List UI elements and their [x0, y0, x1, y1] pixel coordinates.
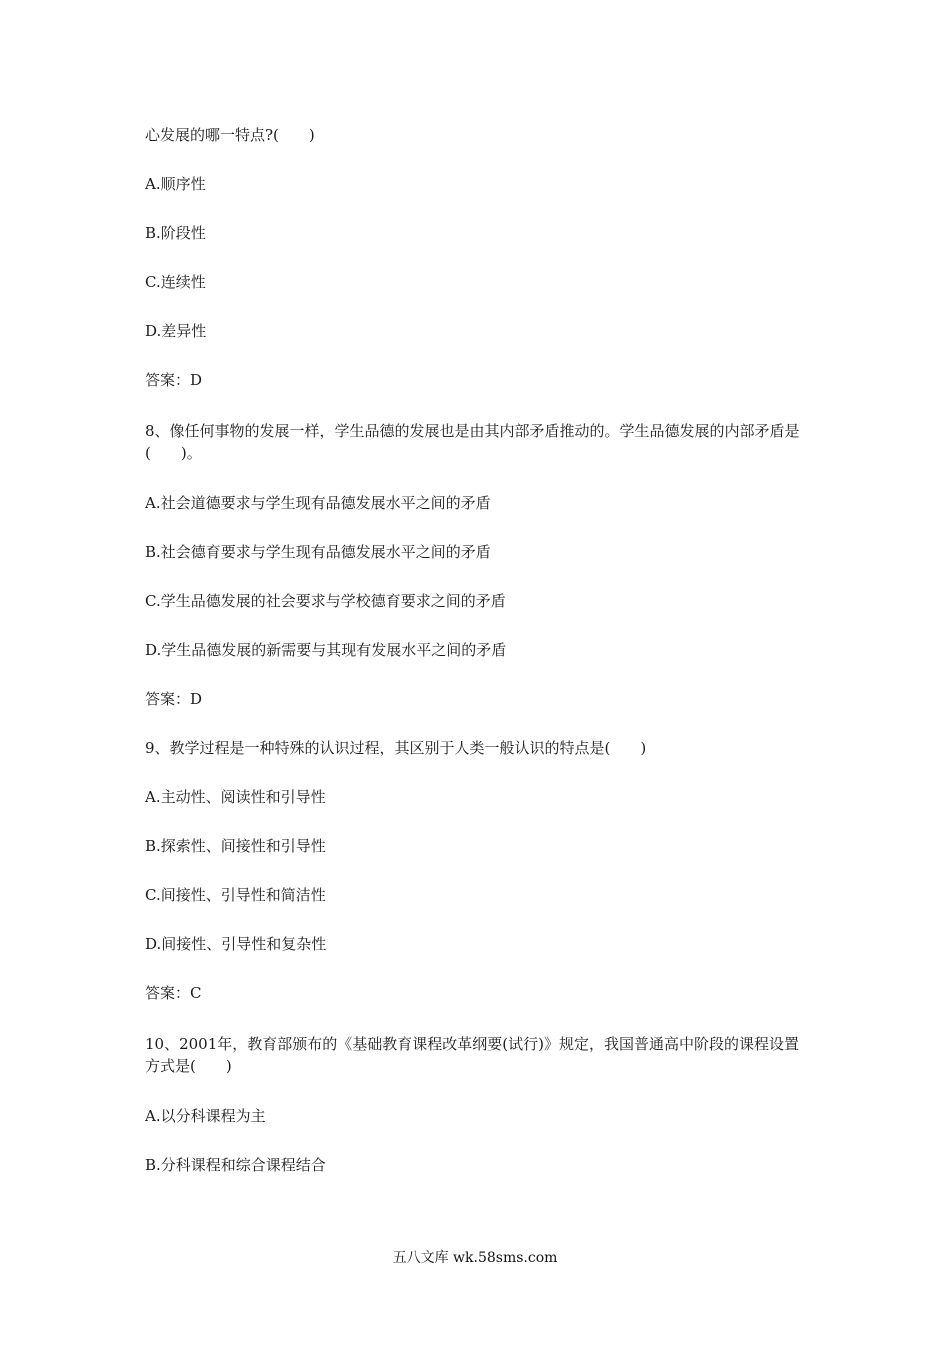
q8-option-a: A.社会道德要求与学生现有品德发展水平之间的矛盾 [145, 494, 491, 512]
q9-option-b: B.探索性、间接性和引导性 [145, 837, 326, 855]
q7-option-a: A.顺序性 [145, 175, 206, 193]
q9-option-c: C.间接性、引导性和简洁性 [145, 886, 326, 904]
q8-stem: 8、像任何事物的发展一样，学生品德的发展也是由其内部矛盾推动的。学生品德发展的内部矛盾是( )。 [145, 422, 800, 462]
q9-option-d: D.间接性、引导性和复杂性 [145, 935, 327, 953]
q9-stem: 9、教学过程是一种特殊的认识过程，其区别于人类一般认识的特点是( ) [145, 739, 647, 757]
question-7-stem-continuation: 心发展的哪一特点?( ) [145, 126, 315, 144]
q8-option-c: C.学生品德发展的社会要求与学校德育要求之间的矛盾 [145, 592, 506, 610]
q7-option-b: B.阶段性 [145, 224, 206, 242]
q9-option-a: A.主动性、阅读性和引导性 [145, 788, 326, 806]
q7-option-d: D.差异性 [145, 322, 207, 340]
q7-option-c: C.连续性 [145, 273, 206, 291]
q8-option-b: B.社会德育要求与学生现有品德发展水平之间的矛盾 [145, 543, 491, 561]
page-footer-watermark: 五八文库 wk.58sms.com [392, 1250, 558, 1266]
q10-option-a: A.以分科课程为主 [145, 1107, 266, 1125]
q9-answer: 答案：C [145, 984, 202, 1002]
q7-answer: 答案：D [145, 371, 203, 389]
q10-option-b: B.分科课程和综合课程结合 [145, 1156, 326, 1174]
q10-stem: 10、2001年，教育部颁布的《基础教育课程改革纲要(试行)》规定，我国普通高中阶段的课程设置方式是( ) [145, 1035, 799, 1075]
q8-option-d: D.学生品德发展的新需要与其现有发展水平之间的矛盾 [145, 641, 507, 659]
q8-answer: 答案：D [145, 690, 203, 708]
